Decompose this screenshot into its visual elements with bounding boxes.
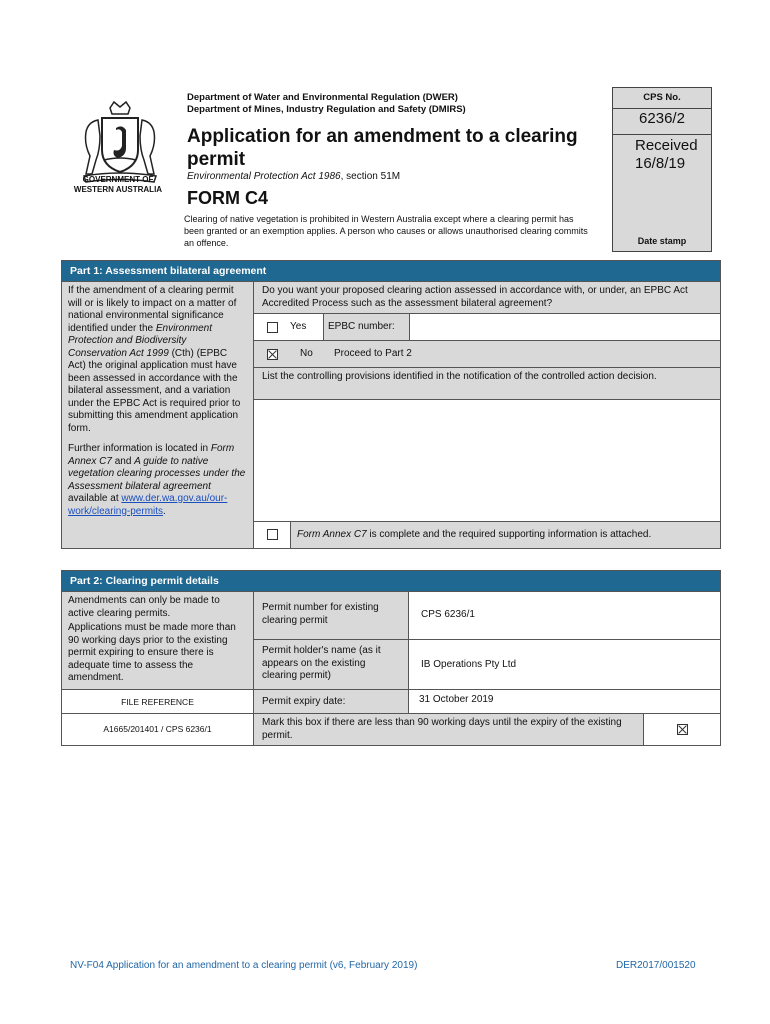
part1-heading: Part 1: Assessment bilateral agreement	[62, 261, 720, 282]
no-row	[254, 341, 720, 368]
footer-form-reference: NV-F04 Application for an amendment to a clearing permit (v6, February 2019)	[70, 960, 418, 971]
epbc-act-name: Environment Protection and Biodiversity Conservation Act 1999	[68, 322, 212, 359]
mark-checkbox-checked[interactable]	[677, 724, 688, 735]
part2-guidance-b: Applications must be made more than 90 working days prior to the existing permit expiring to ensure there is adequate time to assess the amendment.	[68, 622, 236, 683]
clearing-permits-link[interactable]: www.der.wa.gov.au/our-work/clearing-permits	[68, 493, 228, 517]
received-label: Received	[635, 137, 698, 154]
epbc-question: Do you want your proposed clearing action assessed in accordance with, or under, an EPBC Act Accredited Process such as the assessment bilateral agreement?	[254, 282, 720, 314]
form-title: Application for an amendment to a clearing permit	[187, 126, 578, 170]
no-checkbox-checked[interactable]	[267, 349, 278, 360]
form-code: FORM C4	[187, 188, 268, 208]
cps-divider	[613, 134, 711, 135]
part1-guidance-b	[68, 443, 247, 518]
mark-box-label: Mark this box if there are less than 90 working days until the expiry of the existing permit.	[254, 714, 644, 745]
part2-heading: Part 2: Clearing permit details	[62, 571, 720, 592]
cps-number: 6236/2	[639, 110, 685, 127]
guidance-b-text1: Further information is located in	[68, 443, 211, 454]
annex-form-name: Form Annex C7	[297, 529, 367, 540]
received-stamp	[635, 137, 698, 173]
cps-label: CPS No.	[613, 88, 711, 109]
no-label: No	[300, 348, 313, 359]
annex-row	[254, 522, 720, 548]
holder-name-value[interactable]: IB Operations Pty Ltd	[409, 640, 720, 690]
yes-label: Yes	[290, 314, 324, 340]
act-name: Environmental Protection Act 1986	[187, 171, 341, 182]
received-date: 16/8/19	[635, 155, 686, 172]
dept-line-2: Department of Mines, Industry Regulation and Safety (DMIRS)	[187, 104, 466, 115]
footer-document-number: DER2017/001520	[616, 960, 696, 971]
date-stamp-label: Date stamp	[637, 236, 687, 246]
epbc-number-field[interactable]	[410, 314, 720, 340]
clearing-notice: Clearing of native vegetation is prohibited in Western Australia except where a clearing permit has been granted or an exemption applies. A person who causes or allows unauthorised clearing commits an offence.	[184, 214, 588, 248]
guidance-b-text2: and	[111, 455, 135, 467]
guidance-b-text4: .	[163, 505, 166, 517]
controlling-provisions-label: List the controlling provisions identified in the notification of the controlled action decision.	[254, 368, 720, 400]
annex-text: is complete and the required supporting information is attached.	[366, 529, 652, 540]
controlling-provisions-field[interactable]	[254, 400, 720, 522]
department-names	[187, 92, 466, 116]
act-section: , section 51M	[340, 171, 401, 182]
cps-stamp-box	[612, 87, 712, 252]
gov-line-1: GOVERNMENT OF	[82, 175, 154, 184]
permit-number-value[interactable]: CPS 6236/1	[409, 592, 720, 640]
expiry-date-label: Permit expiry date:	[254, 690, 409, 714]
guidance-a-text1: If the amendment of a clearing permit will or is likely to impact on a matter of national environmental significance identified under the	[68, 285, 237, 334]
part1-panel	[61, 260, 721, 549]
yes-row	[254, 314, 720, 341]
mark-box-cell	[644, 714, 720, 745]
annex-checkbox[interactable]	[267, 529, 278, 540]
file-reference-value: A1665/201401 / CPS 6236/1	[62, 714, 254, 745]
guidance-a-text2: (Cth) (EPBC Act) the original application must have been assessed in accordance with the bilateral assessment, and a variation under the EPBC Act is required prior to submitting this amendment application form.	[68, 347, 241, 434]
yes-checkbox[interactable]	[267, 322, 278, 333]
file-reference-label: FILE REFERENCE	[62, 690, 254, 714]
proceed-label: Proceed to Part 2	[334, 348, 412, 359]
part2-guidance-a: Amendments can only be made to active clearing permits.	[68, 595, 220, 619]
part1-guidance	[62, 282, 254, 548]
expiry-date-value[interactable]: 31 October 2019	[409, 690, 720, 714]
dept-line-1: Department of Water and Environmental Regulation (DWER)	[187, 92, 458, 103]
guidance-b-text3: available at	[68, 493, 122, 504]
part2-guidance	[62, 592, 254, 690]
guide-ref: A guide to native vegetation clearing processes under the Assessment bilateral agreement	[68, 455, 246, 492]
act-reference	[187, 171, 400, 182]
gov-line-2: WESTERN AUSTRALIA	[73, 185, 163, 194]
permit-number-label: Permit number for existing clearing permit	[254, 592, 409, 640]
epbc-number-label: EPBC number:	[324, 314, 410, 340]
government-label	[68, 175, 168, 195]
holder-name-label: Permit holder's name (as it appears on the existing clearing permit)	[254, 640, 409, 690]
annex-c7-ref: Form Annex C7	[68, 443, 235, 467]
part1-guidance-a	[68, 285, 247, 435]
part2-panel	[61, 570, 721, 746]
annex-statement	[290, 522, 720, 548]
